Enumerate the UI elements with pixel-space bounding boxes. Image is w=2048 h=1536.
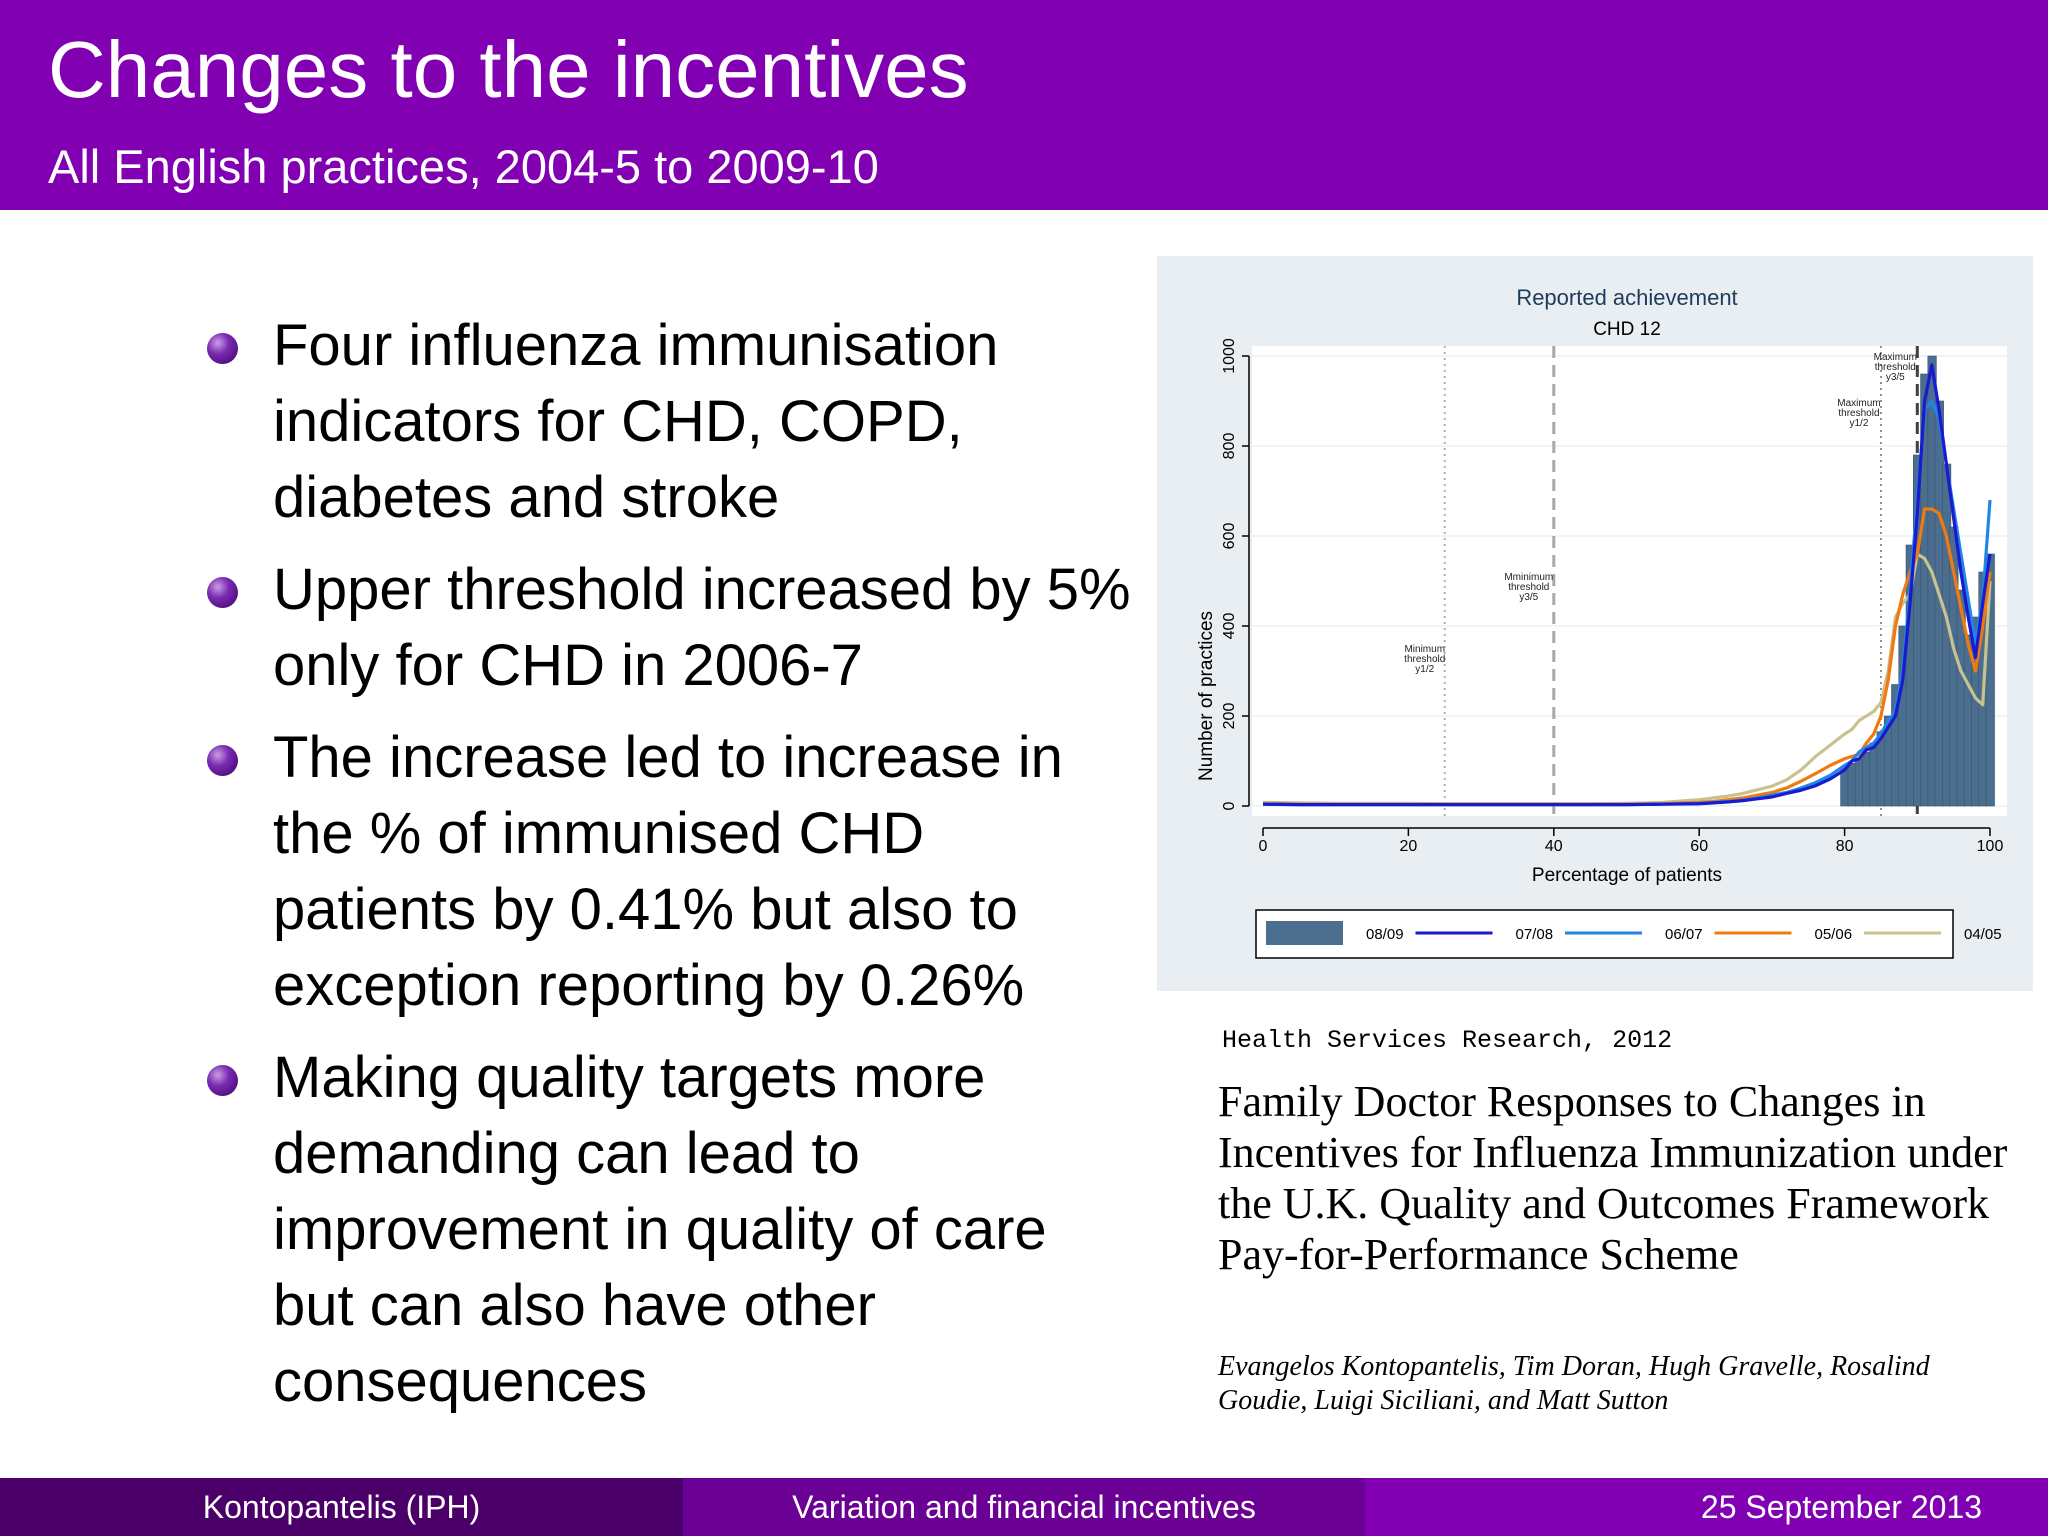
- annotation-line: Maximum: [1873, 352, 1917, 363]
- legend-swatch: [1266, 921, 1343, 945]
- bullet-item: [205, 308, 1135, 536]
- footer-bar: [0, 1478, 2048, 1536]
- bullet-list: [205, 308, 1135, 1436]
- slide-subtitle: All English practices, 2004-5 to 2009-10: [48, 140, 879, 193]
- y-tick-label: 1000: [1221, 338, 1238, 374]
- bullet-ball-icon: [207, 745, 238, 776]
- bullet-ball-icon: [207, 1065, 238, 1096]
- chart-xlabel: Percentage of patients: [1531, 865, 1723, 886]
- title-bar: [0, 0, 2048, 210]
- legend-label: 08/09: [1366, 926, 1404, 943]
- bullet-item: [205, 720, 1135, 1024]
- footer-date: 25 September 2013: [1365, 1478, 2048, 1536]
- legend-label: 07/08: [1515, 926, 1554, 943]
- bullet-item: [205, 552, 1135, 704]
- x-tick-label: 60: [1690, 838, 1709, 855]
- y-tick-label: 200: [1221, 702, 1238, 730]
- x-tick-label: 100: [1976, 838, 2004, 855]
- x-tick-label: 0: [1258, 838, 1268, 855]
- paper-title: Family Doctor Responses to Changes in Incentives for Influenza Immunization under the U.K. Quality and Outcomes Framework Pay-for-Performance Scheme: [1218, 1077, 2008, 1279]
- bullet-ball-icon: [207, 333, 238, 364]
- y-tick-label: 600: [1221, 522, 1238, 550]
- footer-talk-title: Variation and financial incentives: [683, 1478, 1365, 1536]
- footer-author: Kontopantelis (IPH): [0, 1478, 683, 1536]
- annotation-line: threshold: [1404, 654, 1446, 665]
- chart-title: Reported achievement: [1516, 285, 1738, 310]
- annotation-line: y1/2: [1415, 664, 1435, 675]
- legend-label: 04/05: [1964, 926, 2002, 943]
- legend-label: 05/06: [1814, 926, 1853, 943]
- chart-ylabel: Number of practices: [1196, 610, 1217, 782]
- x-tick-label: 40: [1544, 838, 1563, 855]
- annotation-line: y3/5: [1519, 592, 1539, 603]
- annotation-line: Minimum: [1404, 644, 1446, 655]
- achievement-chart: [1157, 256, 2033, 991]
- bullet-text: Four influenza immunisation indicators for CHD, COPD, diabetes and stroke: [273, 313, 999, 530]
- bullet-text: Upper threshold increased by 5% only for CHD in 2006-7: [273, 557, 1131, 698]
- annotation-line: y3/5: [1885, 372, 1905, 383]
- x-tick-label: 20: [1399, 838, 1418, 855]
- paper-authors: Evangelos Kontopantelis, Tim Doran, Hugh Gravelle, Rosalind Goudie, Luigi Siciliani, and Matt Sutton: [1218, 1351, 1930, 1416]
- annotation-line: Maximum: [1837, 398, 1881, 409]
- bullet-text: The increase led to increase in the % of immunised CHD patients by 0.41% but also to exception reporting by 0.26%: [273, 725, 1063, 1018]
- chart-panel: [1157, 256, 2033, 991]
- x-tick-label: 80: [1835, 838, 1854, 855]
- journal-citation: Health Services Research, 2012: [1222, 1026, 1673, 1055]
- bullet-ball-icon: [207, 577, 238, 608]
- legend-label: 06/07: [1665, 926, 1703, 943]
- bullet-item: [205, 1040, 1135, 1420]
- y-tick-label: 0: [1221, 801, 1238, 811]
- bullet-text: Making quality targets more demanding can lead to improvement in quality of care but can also have other consequences: [273, 1045, 1047, 1414]
- annotation-line: y1/2: [1849, 418, 1869, 429]
- annotation-line: threshold: [1508, 582, 1550, 593]
- annotation-line: Mminimum: [1504, 572, 1554, 583]
- slide-title: Changes to the incentives: [48, 25, 969, 114]
- y-tick-label: 400: [1221, 612, 1238, 640]
- annotation-line: threshold: [1874, 362, 1916, 373]
- annotation-line: threshold: [1838, 408, 1880, 419]
- y-tick-label: 800: [1221, 432, 1238, 460]
- chart-subtitle: CHD 12: [1593, 319, 1661, 340]
